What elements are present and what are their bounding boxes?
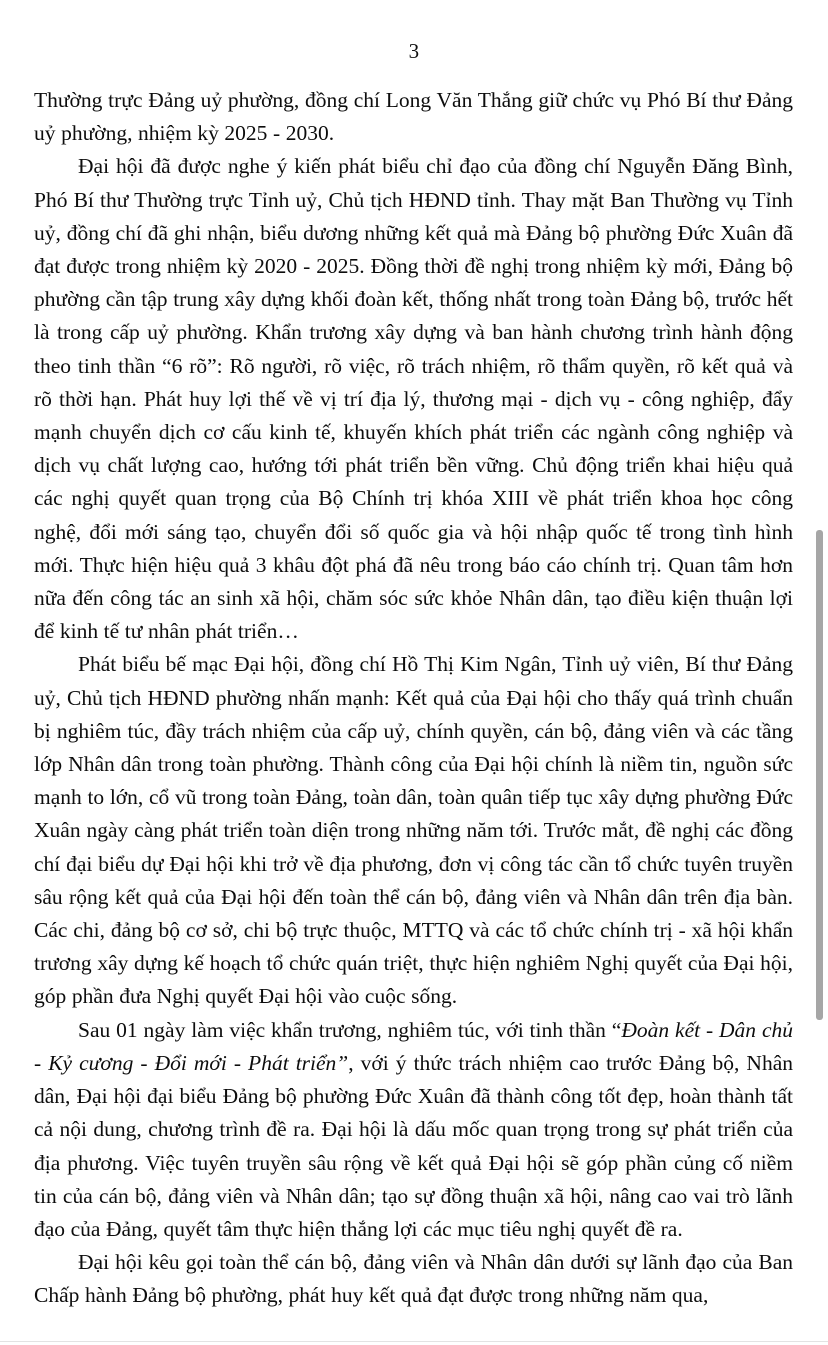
text-run: Phát biểu bế mạc Đại hội, đồng chí Hồ Thị Kim Ngân, Tỉnh uỷ viên, Bí thư Đảng uỷ, Chủ tịch HĐND phường nhấn mạnh: Kết quả của Đại hội cho thấy quá trình chuẩn bị nghiêm túc, đầy trách nhiệm của cấp uỷ, chính quyền, cán bộ, đảng viên và các tầng lớp Nhân dân trong toàn phường. Thành công của Đại hội chính là niềm tin, nguồn sức mạnh to lớn, cổ vũ trong toàn Đảng, toàn dân, toàn quân tiếp tục xây dựng phường Đức Xuân ngày càng phát triển toàn diện trong những năm tới. Trước mắt, đề nghị các đồng chí đại biểu dự Đại hội khi trở về địa phương, đơn vị công tác cần tổ chức tuyên truyền sâu rộng kết quả của Đại hội đến toàn thể cán bộ, đảng viên và Nhân dân trên địa bàn. Các chi, đảng bộ cơ sở, chi bộ trực thuộc, MTTQ và các tổ chức chính trị - xã hội khẩn trương xây dựng kế hoạch tổ chức quán triệt, thực hiện nghiêm Nghị quyết của Đại hội, góp phần đưa Nghị quyết Đại hội vào cuộc sống. bbox=[34, 652, 793, 1009]
text-run: Đại hội kêu gọi toàn thể cán bộ, đảng viên và Nhân dân dưới sự lãnh đạo của Ban Chấp hành Đảng bộ phường, phát huy kết quả đạt được trong những năm qua, bbox=[34, 1250, 793, 1308]
text-run: Đại hội đã được nghe ý kiến phát biểu chỉ đạo của đồng chí Nguyễn Đăng Bình, Phó Bí thư Thường trực Tỉnh uỷ, Chủ tịch HĐND tỉnh. Thay mặt Ban Thường vụ Tỉnh uỷ, đồng chí đã ghi nhận, biểu dương những kết quả mà Đảng bộ phường Đức Xuân đã đạt được trong nhiệm kỳ 2020 - 2025. Đồng thời đề nghị trong nhiệm kỳ mới, Đảng bộ phường cần tập trung xây dựng khối đoàn kết, thống nhất trong toàn Đảng bộ, trước hết là trong cấp uỷ phường. Khẩn trương xây dựng và ban hành chương trình hành động theo tinh thần “6 rõ”: Rõ người, rõ việc, rõ trách nhiệm, rõ thẩm quyền, rõ kết quả và rõ thời hạn. Phát huy lợi thế về vị trí địa lý, thương mại - dịch vụ - công nghiệp, đẩy mạnh chuyển dịch cơ cấu kinh tế, khuyến khích phát triển các ngành công nghiệp và dịch vụ chất lượng cao, hướng tới phát triển bền vững. Chủ động triển khai hiệu quả các nghị quyết quan trọng của Bộ Chính trị khóa XIII về phát triển khoa học công nghệ, đổi mới sáng tạo, chuyển đổi số quốc gia và hội nhập quốc tế trong tình hình mới. Thực hiện hiệu quả 3 khâu đột phá đã nêu trong báo cáo chính trị. Quan tâm hơn nữa đến công tác an sinh xã hội, chăm sóc sức khỏe Nhân dân, tạo điều kiện thuận lợi để kinh tế tư nhân phát triển… bbox=[34, 154, 793, 644]
emphasis-run: Đoàn kết - Dân chủ - Kỷ cương - Đổi mới - Phát triển” bbox=[34, 1017, 793, 1075]
scrollbar-thumb[interactable] bbox=[816, 530, 823, 1020]
paragraph bbox=[34, 84, 793, 150]
text-run: Thường trực Đảng uỷ phường, đồng chí Long Văn Thắng giữ chức vụ Phó Bí thư Đảng uỷ phường, nhiệm kỳ 2025 - 2030. bbox=[34, 88, 793, 146]
bottom-divider bbox=[0, 1341, 828, 1342]
vertical-scrollbar[interactable] bbox=[812, 0, 828, 1345]
paragraph bbox=[34, 1014, 793, 1246]
text-run: , với ý thức trách nhiệm cao trước Đảng bộ, Nhân dân, Đại hội đại biểu Đảng bộ phường Đức Xuân đã thành công tốt đẹp, hoàn thành tất cả nội dung, chương trình đề ra. Đại hội là dấu mốc quan trọng trong sự phát triển của địa phương. Việc tuyên truyền sâu rộng về kết quả Đại hội sẽ góp phần củng cố niềm tin của cán bộ, đảng viên và Nhân dân; tạo sự đồng thuận xã hội, nâng cao vai trò lãnh đạo của Đảng, quyết tâm thực hiện thắng lợi các mục tiêu nghị quyết đề ra. bbox=[34, 1050, 793, 1241]
paragraph bbox=[34, 1246, 793, 1312]
text-run: Sau 01 ngày làm việc khẩn trương, nghiêm túc, với tinh thần “ bbox=[78, 1017, 622, 1042]
document-body bbox=[34, 84, 793, 1313]
paragraph bbox=[34, 648, 793, 1013]
page-number: 3 bbox=[408, 39, 420, 63]
paragraph bbox=[34, 150, 793, 648]
